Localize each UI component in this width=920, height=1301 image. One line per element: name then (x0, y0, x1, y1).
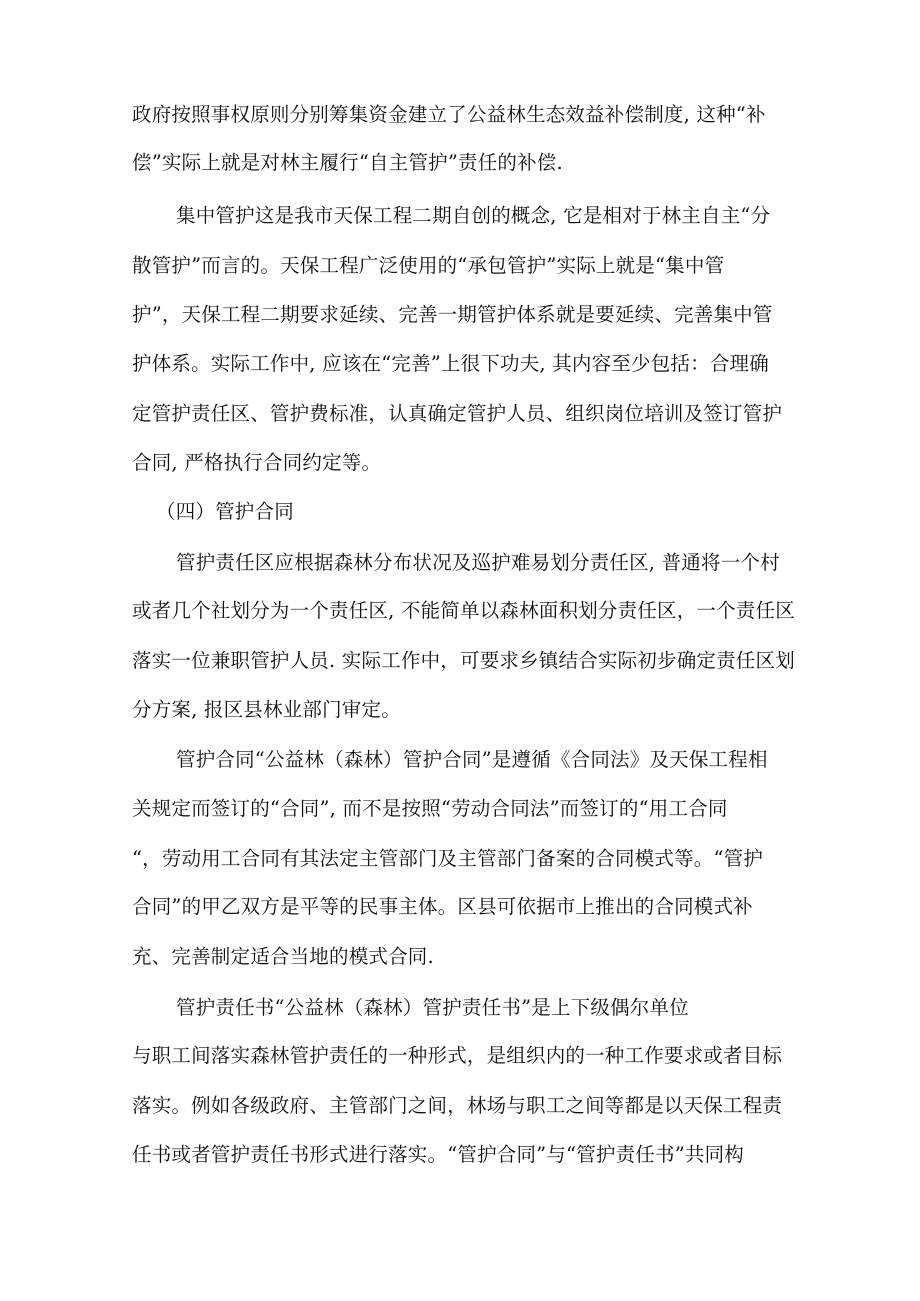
paragraph-2-line-1: 集中管护这是我市天保工程二期自创的概念, 它是相对于林主自主“分 (176, 204, 771, 227)
section-heading: （四）管护合同 (156, 500, 294, 523)
paragraph-5-line-2: 与职工间落实森林管护责任的一种形式，是组织内的一种工作要求或者目标 (132, 1044, 783, 1067)
paragraph-4-line-5: 充、完善制定适合当地的模式合同. (132, 945, 434, 968)
paragraph-4-line-1: 管护合同“公益林（森林）管护合同”是遵循《合同法》及天保工程相 (176, 748, 768, 771)
paragraph-5-line-1: 管护责任书“公益林（森林）管护责任书”是上下级偶尔单位 (176, 996, 689, 1019)
paragraph-3-line-2: 或者几个社划分为一个责任区, 不能简单以森林面积划分责任区，一个责任区 (132, 599, 795, 622)
paragraph-2-line-4: 护体系。实际工作中, 应该在“完善”上很下功夫, 其内容至少包括：合理确 (132, 352, 769, 375)
paragraph-1-line-1: 政府按照事权原则分别筹集资金建立了公益林生态效益补偿制度, 这种“补 (132, 103, 766, 126)
paragraph-2-line-6: 合同, 严格执行合同约定等。 (132, 451, 382, 474)
paragraph-2-line-2: 散管护”而言的。天保工程广泛使用的“承包管护”实际上就是“集中管 (132, 254, 725, 277)
paragraph-4-line-4: 合同”的甲乙双方是平等的民事主体。区县可依据市上推出的合同模式补 (132, 895, 753, 918)
paragraph-3-line-3: 落实一位兼职管护人员. 实际工作中，可要求乡镇结合实际初步确定责任区划 (132, 649, 795, 672)
paragraph-1-line-2: 偿”实际上就是对林主履行“自主管护”责任的补偿. (132, 151, 563, 174)
paragraph-4-line-3: “，劳动用工合同有其法定主管部门及主管部门备案的合同模式等。“管护 (132, 847, 764, 870)
paragraph-2-line-3: 护”，天保工程二期要求延续、完善一期管护体系就是要延续、完善集中管 (132, 303, 773, 326)
paragraph-5-line-4: 任书或者管护责任书形式进行落实。“管护合同”与“管护责任书”共同构 (132, 1143, 744, 1166)
paragraph-3-line-4: 分方案, 报区县林业部门审定。 (132, 698, 401, 721)
paragraph-2-line-5: 定管护责任区、管护费标准，认真确定管护人员、组织岗位培训及签订管护 (132, 402, 783, 425)
paragraph-3-line-1: 管护责任区应根据森林分布状况及巡护难易划分责任区, 普通将一个村 (176, 551, 780, 574)
paragraph-5-line-3: 落实。例如各级政府、主管部门之间，林场与职工之间等都是以天保工程责 (132, 1094, 783, 1117)
paragraph-4-line-2: 关规定而签订的“合同”, 而不是按照“劳动合同法”而签订的“用工合同 (132, 797, 728, 820)
